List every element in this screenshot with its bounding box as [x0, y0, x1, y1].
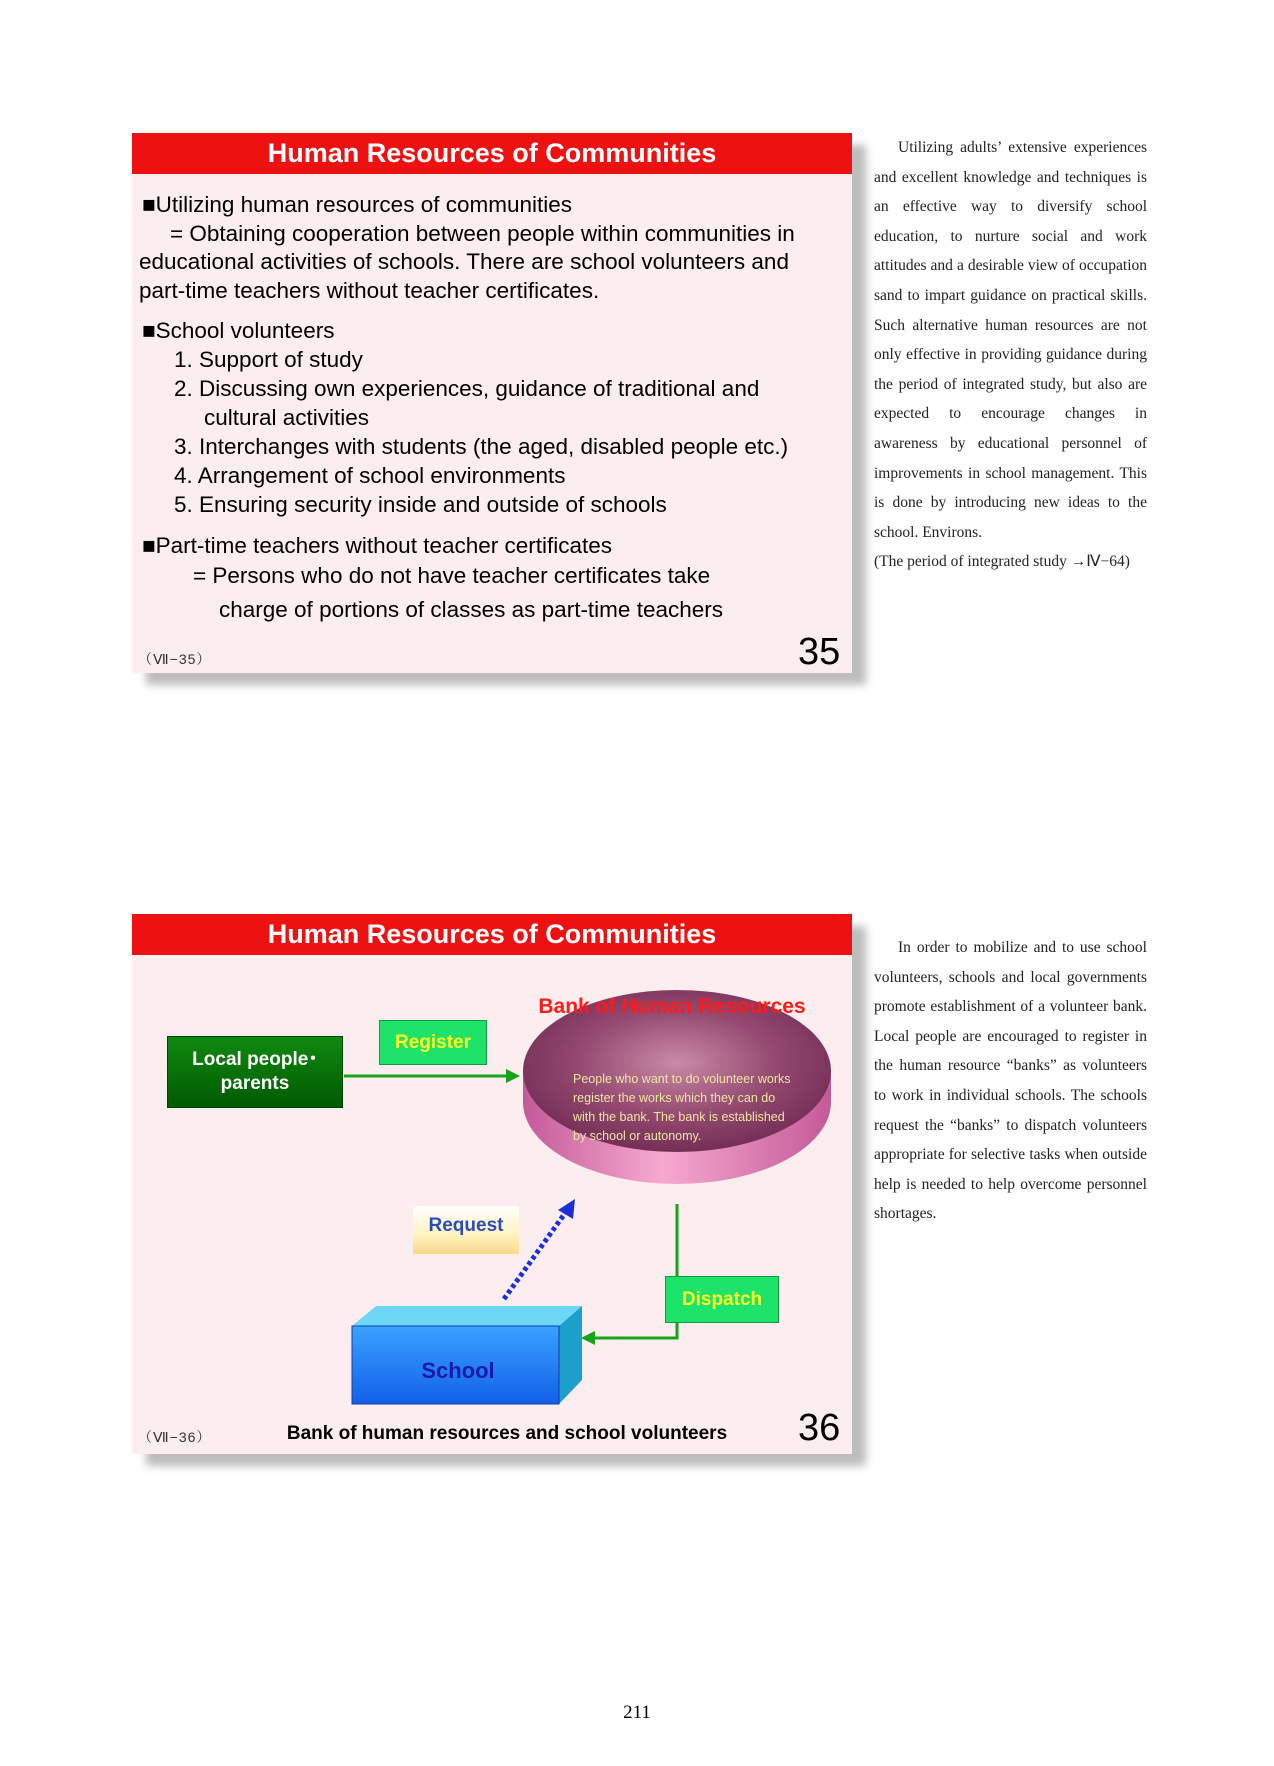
- section-text-line: = Obtaining cooperation between people within communities in: [170, 221, 795, 246]
- register-box: Register: [379, 1020, 487, 1065]
- list-item: 5. Ensuring security inside and outside of schools: [174, 492, 667, 517]
- list-item: 4. Arrangement of school environments: [174, 463, 566, 488]
- section-heading-utilizing: ■Utilizing human resources of communities: [142, 192, 573, 217]
- dispatch-box: Dispatch: [665, 1276, 779, 1323]
- section-text-line: educational activities of schools. There are school volunteers and: [139, 249, 789, 274]
- note-35: [874, 133, 1147, 577]
- bank-description: People who want to do volunteer works register the works which they can do with the bank. The bank is established by school or autonomy.: [573, 1072, 791, 1143]
- slide-code: （Ⅶ−35）: [138, 651, 212, 667]
- list-item: 3. Interchanges with students (the aged, disabled people etc.): [174, 434, 789, 459]
- note-36: [874, 933, 1147, 1229]
- local-people-box: [167, 1036, 343, 1108]
- list-item: 1. Support of study: [174, 347, 363, 372]
- slide-caption: Bank of human resources and school volunteers: [286, 1423, 728, 1444]
- page-number: 211: [623, 1702, 651, 1723]
- note-text: Utilizing adults’ extensive experiences and excellent knowledge and techniques is an effective way to diversify school education, to nurture social and work attitudes and a desirable view of occupation sand to impart guidance on practical skills. Such alternative human resources are not only effective in providing guidance during the period of integrated study, but also are expected to encourage changes in awareness by educational personnel of improvements in school management. This is done by introducing new ideas to the school. Environs.: [874, 139, 1147, 541]
- request-box: Request: [413, 1206, 519, 1254]
- section-heading-parttime: ■Part-time teachers without teacher certificates: [142, 533, 613, 558]
- local-people-label: Local people･parents: [192, 1049, 318, 1094]
- slide-35: [132, 133, 852, 673]
- slide-code: （Ⅶ−36）: [138, 1429, 212, 1445]
- list-item: 2. Discussing own experiences, guidance of traditional and: [174, 376, 760, 401]
- slide-number: 35: [798, 631, 841, 673]
- section-heading-volunteers: ■School volunteers: [142, 318, 335, 343]
- section-text-line: part-time teachers without teacher certificates.: [139, 278, 600, 303]
- slide-title: Human Resources of Communities: [132, 914, 852, 955]
- school-building: [352, 1306, 582, 1404]
- list-item: cultural activities: [204, 405, 370, 430]
- register-arrow: [344, 1069, 520, 1083]
- dispatch-arrow: [581, 1204, 677, 1345]
- note-reference: (The period of integrated study →Ⅳ−64): [874, 553, 1130, 571]
- note-text: In order to mobilize and to use school volunteers, schools and local governments promote establishment of a volunteer bank. Local people are encouraged to register in the human resource “banks” as volunteers to work in individual schools. The schools request the “banks” to dispatch volunteers appropriate for selective tasks when outside help is needed to help overcome personnel shortages.: [874, 939, 1147, 1223]
- section-text-line: charge of portions of classes as part-time teachers: [219, 597, 723, 622]
- school-label: School: [421, 1358, 495, 1383]
- slide-36: [132, 914, 852, 1454]
- section-text-line: = Persons who do not have teacher certificates take: [193, 563, 711, 588]
- bank-title: Bank of Human Resources: [538, 995, 806, 1018]
- slide-number: 36: [798, 1407, 841, 1449]
- slide-title: Human Resources of Communities: [132, 133, 852, 174]
